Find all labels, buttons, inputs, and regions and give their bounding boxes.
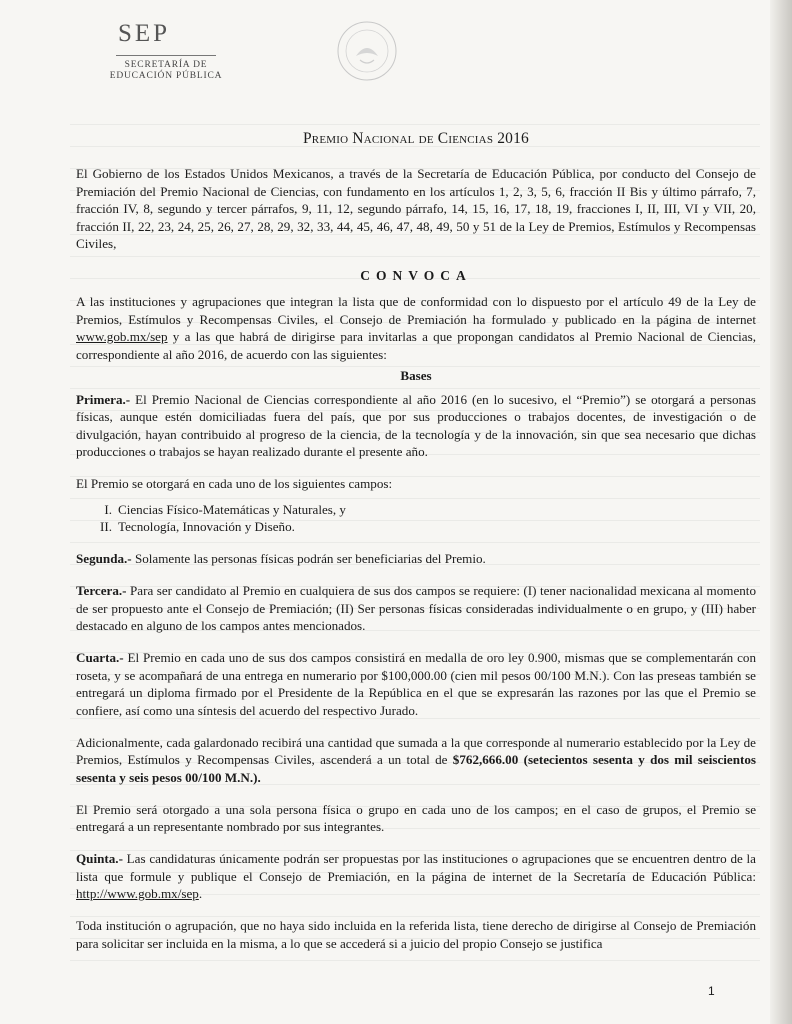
list-item-number: II.: [100, 519, 112, 534]
sep-url-link[interactable]: http://www.gob.mx/sep: [76, 886, 199, 901]
page-number: 1: [708, 984, 715, 998]
list-item-text: Ciencias Físico-Matemáticas y Naturales, y: [118, 501, 346, 517]
letterhead: [76, 18, 756, 98]
final-paragraph: Toda institución o agrupación, que no haya sido incluida en la referida lista, tiene derecho de dirigirse al Consejo de Premiación para solicitar ser incluida en la misma, a lo que se accederá si a juicio del propio Consejo se justifica: [76, 918, 756, 951]
intro-paragraph: El Gobierno de los Estados Unidos Mexicanos, a través de la Secretaría de Educación Pública, por conducto del Consejo de Premiación del Premio Nacional de Ciencias, con fundamento en los artículos 1, 2, 3, 5, 6, fracción II Bis y último párrafo, 7, fracción IV, 8, segundo y tercer párrafos, 9, 11, 12, segundo párrafo, 14, 15, 16, 17, 18, 19, fracciones I, II, III, VI y VII, 20, fracción II, 22, 23, 24, 25, 26, 27, 28, 29, 32, 33, 44, 45, 46, 47, 48, 49, 50 y 51 de la Ley de Premios, Estímulos y Recompensas Civiles,: [76, 166, 756, 251]
document-title: Premio Nacional de Ciencias 2016: [302, 130, 530, 147]
segunda-label: Segunda.-: [76, 551, 132, 566]
quinta-end: .: [198, 886, 203, 901]
adicional-text: Adicionalmente, cada galardonado recibirá una cantidad que sumada a la que corresponde al numerario establecido por la Ley de Premios, Estímulos y Recompensas Civiles, ascenderá a un total de: [76, 734, 756, 767]
convoca-heading: CONVOCA: [360, 268, 472, 283]
adicional-paragraph: [76, 734, 756, 787]
list-item: [90, 518, 756, 536]
sep-logo: SEP: [118, 20, 171, 47]
cuarta-label: Cuarta.-: [76, 650, 124, 665]
list-item-number: I.: [104, 501, 112, 517]
campos-list: [90, 501, 756, 536]
logo-subtitle: [76, 60, 256, 82]
national-seal-icon: [336, 20, 398, 82]
tercera-label: Tercera.-: [76, 583, 127, 598]
primera-label: Primera.-: [76, 391, 131, 407]
segunda-text: Solamente las personas físicas podrán ser beneficiarias del Premio.: [131, 551, 486, 566]
logo-divider: [116, 55, 216, 56]
primera-paragraph: [76, 391, 756, 461]
bases-heading: Bases: [400, 368, 432, 383]
segunda-paragraph: [76, 550, 756, 568]
sep-website-link[interactable]: www.gob.mx/sep: [76, 329, 168, 344]
convoca-text-2: y a las que habrá de dirigirse para invitarlas a que propongan candidatos al Premio Nacional de Ciencias, correspondiente al año 2016, de acuerdo con las siguientes:: [76, 329, 756, 362]
tercera-text: Para ser candidato al Premio en cualquiera de sus dos campos se requiere: (I) tener nacionalidad mexicana al momento de ser propuesto ante el Consejo de Premiación; (II) Ser personas físicas consideradas individualmente o en grupo, y (III) haber destacado en alguno de los campos antes mencionados.: [76, 583, 756, 633]
cuarta-paragraph: [76, 649, 756, 719]
scan-edge-shadow: [770, 0, 792, 1024]
logo-subtitle-line2: EDUCACIÓN PÚBLICA: [109, 71, 223, 81]
primera-text: El Premio Nacional de Ciencias correspondiente al año 2016 (en lo sucesivo, el “Premio”) se otorgará a personas físicas, aunque estén domiciliadas fuera del país, que por sus producciones o trabajos docentes, de investigación o de divulgación, hayan contribuido al progreso de la ciencia, de la tecnología y de la innovación, sin que sea necesario que dichas producciones o trabajos se hayan realizado durante el presente año.: [76, 391, 756, 459]
quinta-text: Las candidaturas únicamente podrán ser propuestas por las instituciones o agrupaciones que se encuentren dentro de la lista que formule y publique el Consejo de Premiación, en la página de internet de la Secretaría de Educación Pública:: [76, 851, 756, 884]
total-amount: $762,666.00 (setecientos sesenta y dos mil seiscientos sesenta y seis pesos 00/100 M.N.).: [76, 752, 756, 785]
logo-subtitle-line1: SECRETARÍA DE: [124, 60, 208, 70]
convoca-paragraph: [76, 293, 756, 363]
quinta-paragraph: [76, 850, 756, 903]
tercera-paragraph: [76, 582, 756, 635]
document-body: [76, 130, 756, 952]
cuarta-text: El Premio en cada uno de sus dos campos consistirá en medalla de oro ley 0.900, mismas que se complementarán con roseta, y se acompañará de una entrega en numerario por $100,000.00 (cien mil pesos 00/100 M.N.). Con las preseas también se entregará un diploma firmado por el Presidente de la República en el que se expresarán las razones por las que el Premio se confiere, así como una síntesis del acuerdo del respectivo Jurado.: [76, 650, 756, 718]
convoca-text-1: A las instituciones y agrupaciones que integran la lista que de conformidad con lo dispuesto por el artículo 49 de la Ley de Premios, Estímulos y Recompensas Civiles, el Consejo de Premiación ha formulado y publicado en la página de internet: [76, 294, 756, 327]
list-item: [90, 501, 756, 519]
quinta-label: Quinta.-: [76, 851, 123, 866]
campos-intro: El Premio se otorgará en cada uno de los siguientes campos:: [76, 476, 393, 491]
list-item-text: Tecnología, Innovación y Diseño.: [118, 519, 295, 534]
grupo-paragraph: El Premio será otorgado a una sola persona física o grupo en cada uno de los campos; en el caso de grupos, el Premio se entregará a un representante nombrado por sus integrantes.: [76, 801, 756, 834]
